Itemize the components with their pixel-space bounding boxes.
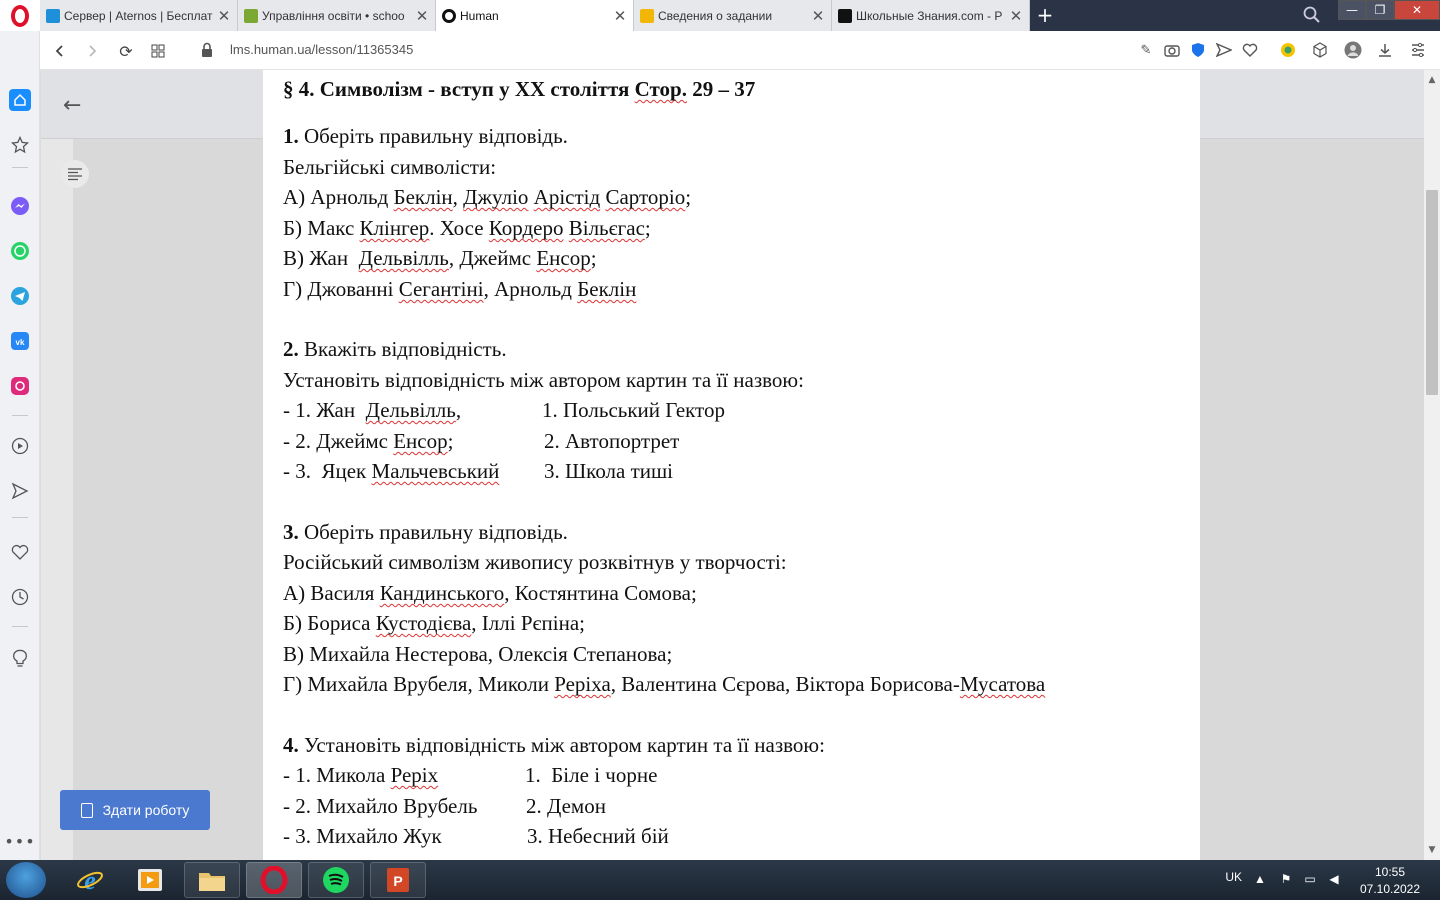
- edit-icon[interactable]: ✎: [1140, 42, 1152, 58]
- sidebar-divider: [12, 626, 28, 627]
- new-tab-button[interactable]: +: [1036, 3, 1054, 27]
- minimize-button[interactable]: —: [1338, 0, 1366, 20]
- q4-title-1: 1. Біле і чорне: [525, 763, 658, 787]
- clipboard-icon: [81, 803, 93, 818]
- clock-time[interactable]: 10:55: [1374, 865, 1406, 879]
- school-favicon-icon: [244, 9, 258, 23]
- profile-avatar-icon[interactable]: [1343, 40, 1363, 60]
- tab-osvita[interactable]: [238, 0, 436, 31]
- opera-taskbar-icon[interactable]: [246, 862, 302, 898]
- q2-author-3: - 3. Яцек Мальчевський: [283, 459, 500, 483]
- page-content: [41, 70, 1424, 860]
- q4-author-1: - 1. Микола Реріх: [283, 763, 439, 787]
- sidebar-divider: [12, 167, 28, 168]
- page-scrollbar[interactable]: [1424, 70, 1440, 860]
- q3-heading: 3. Оберіть правильну відповідь.: [283, 520, 568, 544]
- opera-menu-button[interactable]: [0, 0, 40, 31]
- q2-title-1: 1. Польський Гектор: [542, 398, 725, 422]
- close-tab-icon[interactable]: ✕: [1009, 7, 1023, 25]
- q1-option-b: Б) Макс Клінгер. Хосе Кордеро Вільєгас;: [283, 216, 651, 240]
- close-tab-icon[interactable]: ✕: [217, 7, 231, 25]
- language-indicator[interactable]: UK: [1225, 870, 1242, 884]
- history-clock-icon[interactable]: [9, 586, 31, 608]
- media-player-icon[interactable]: [122, 862, 178, 898]
- q1-option-a: А) Арнольд Беклін, Джуліо Арістід Сарторіо;: [283, 185, 692, 209]
- window-controls: [1338, 0, 1440, 22]
- svg-text:vk: vk: [15, 338, 25, 347]
- tab-title: Управління освіти • schoo: [262, 8, 405, 23]
- clock-date[interactable]: 07.10.2022: [1359, 882, 1421, 896]
- scroll-thumb[interactable]: [1426, 190, 1438, 395]
- cube-icon[interactable]: [1310, 40, 1330, 60]
- tab-snapshot-button[interactable]: [146, 39, 170, 63]
- internet-explorer-icon[interactable]: [62, 862, 118, 898]
- q4-heading: 4. Установіть відповідність між автором картин та її назвою:: [283, 733, 825, 757]
- easy-setup-icon[interactable]: [1408, 40, 1428, 60]
- tab-title: Сведения о задании: [658, 8, 773, 23]
- back-button[interactable]: [48, 39, 72, 63]
- telegram-icon[interactable]: [9, 285, 31, 307]
- tab-title: Human: [460, 8, 499, 23]
- submit-work-button[interactable]: [60, 790, 210, 830]
- close-tab-icon[interactable]: ✕: [811, 7, 825, 25]
- system-tray: [1180, 860, 1440, 900]
- q2-title-2: 2. Автопортрет: [544, 429, 680, 453]
- download-icon[interactable]: [1375, 40, 1395, 60]
- maximize-button[interactable]: ❐: [1366, 0, 1394, 20]
- extension-icon[interactable]: [1278, 40, 1298, 60]
- q3-option-b: Б) Бориса Кустодієва, Іллі Рєпіна;: [283, 611, 585, 635]
- network-icon[interactable]: ▭: [1304, 872, 1316, 886]
- human-favicon-icon: [442, 9, 456, 23]
- spotify-icon[interactable]: [308, 862, 364, 898]
- znania-favicon-icon: [838, 9, 852, 23]
- bookmarks-heart-icon[interactable]: [9, 541, 31, 563]
- lock-icon[interactable]: [200, 42, 214, 58]
- sidebar-divider: [12, 415, 28, 416]
- chevron-right-icon: [85, 44, 99, 58]
- more-icon[interactable]: •••: [4, 831, 36, 851]
- q2-heading: 2. Вкажіть відповідність.: [283, 337, 507, 361]
- lesson-document: [263, 70, 1200, 860]
- powerpoint-icon[interactable]: [370, 862, 426, 898]
- camera-icon[interactable]: [1162, 40, 1182, 60]
- tab-task-info[interactable]: [634, 0, 832, 31]
- heart-icon[interactable]: [1240, 40, 1260, 60]
- url-field[interactable]: lms.human.ua/lesson/11365345: [230, 42, 414, 57]
- forward-button[interactable]: [80, 39, 104, 63]
- q2-author-1: - 1. Жан Дельвілль,: [283, 398, 462, 422]
- q2-title-3: 3. Школа тиші: [544, 459, 674, 483]
- q3-option-d: Г) Михайла Врубеля, Миколи Реріха, Валентина Сєрова, Віктора Борисова-Мусатова: [283, 672, 1046, 696]
- lightbulb-icon[interactable]: [9, 648, 31, 670]
- sidebar-divider: [12, 517, 28, 518]
- flow-icon[interactable]: [9, 480, 31, 502]
- q4-author-3: - 3. Михайло Жук: [283, 824, 442, 848]
- classroom-favicon-icon: [640, 9, 654, 23]
- file-explorer-icon[interactable]: [184, 862, 240, 898]
- lms-left-gutter: [41, 139, 73, 860]
- player-icon[interactable]: [9, 435, 31, 457]
- browser-sidebar: [0, 31, 40, 860]
- q1-option-d: Г) Джованні Сегантіні, Арнольд Беклін: [283, 277, 637, 301]
- q3-option-a: А) Василя Кандинського, Костянтина Сомова;: [283, 581, 697, 605]
- instagram-icon[interactable]: [9, 375, 31, 397]
- tab-aternos[interactable]: [40, 0, 238, 31]
- tab-strip: [0, 0, 1440, 31]
- start-button[interactable]: [6, 862, 46, 898]
- scroll-down-arrow[interactable]: ▼: [1428, 845, 1436, 855]
- q1-prompt: Бельгійські символісти:: [283, 155, 497, 179]
- tab-znania[interactable]: [832, 0, 1030, 31]
- tab-title: Сервер | Aternos | Бесплат: [64, 8, 213, 23]
- chevron-left-icon: [53, 44, 67, 58]
- vk-icon[interactable]: [9, 330, 31, 352]
- q3-prompt: Російський символізм живопису розквітнув у творчості:: [283, 550, 787, 574]
- scroll-up-arrow[interactable]: ▲: [1428, 75, 1436, 85]
- send-icon[interactable]: [1214, 40, 1234, 60]
- home-icon[interactable]: [9, 89, 31, 111]
- back-arrow-icon[interactable]: ←: [63, 93, 82, 118]
- tab-human[interactable]: [436, 0, 634, 31]
- tab-search-icon[interactable]: [1302, 5, 1322, 25]
- messenger-icon[interactable]: [9, 195, 31, 217]
- close-window-button[interactable]: ✕: [1394, 0, 1440, 20]
- q4-title-2: 2. Демон: [526, 794, 606, 818]
- speed-dial-icon[interactable]: [9, 134, 31, 156]
- table-of-contents-button[interactable]: [61, 160, 89, 188]
- action-center-flag-icon[interactable]: ⚑: [1280, 872, 1292, 886]
- q2-prompt: Установіть відповідність між автором картин та її назвою:: [283, 368, 804, 392]
- windows-taskbar: [0, 860, 1440, 900]
- volume-icon[interactable]: ◀: [1329, 872, 1339, 886]
- grid-icon: [151, 44, 165, 58]
- address-bar: [40, 31, 1440, 70]
- list-icon: [67, 167, 83, 181]
- svg-text:P: P: [393, 873, 403, 889]
- reload-button[interactable]: ⟳: [119, 41, 133, 61]
- vpn-shield-icon[interactable]: [1188, 40, 1208, 60]
- tab-title: Школьные Знания.com - Р: [856, 8, 1003, 23]
- show-hidden-icons-icon[interactable]: ▲: [1254, 872, 1266, 886]
- close-tab-icon[interactable]: ✕: [415, 7, 429, 25]
- svg-text:e: e: [84, 866, 96, 895]
- whatsapp-icon[interactable]: [9, 240, 31, 262]
- submit-label: Здати роботу: [102, 802, 190, 818]
- page-title: § 4. Символізм - вступ у ХХ століття Стор. 29 – 37: [283, 77, 756, 101]
- q4-author-2: - 2. Михайло Врубель: [283, 794, 478, 818]
- q4-title-3: 3. Небесний бій: [527, 824, 669, 848]
- opera-logo-icon: [11, 5, 29, 27]
- q1-heading: 1. Оберіть правильну відповідь.: [283, 124, 568, 148]
- close-tab-icon[interactable]: ✕: [613, 7, 627, 25]
- q3-option-c: В) Михайла Нестерова, Олексія Степанова;: [283, 642, 673, 666]
- q2-author-2: - 2. Джеймс Енсор;: [283, 429, 454, 453]
- aternos-favicon-icon: [46, 9, 60, 23]
- q1-option-c: В) Жан Дельвілль, Джеймс Енсор;: [283, 246, 597, 270]
